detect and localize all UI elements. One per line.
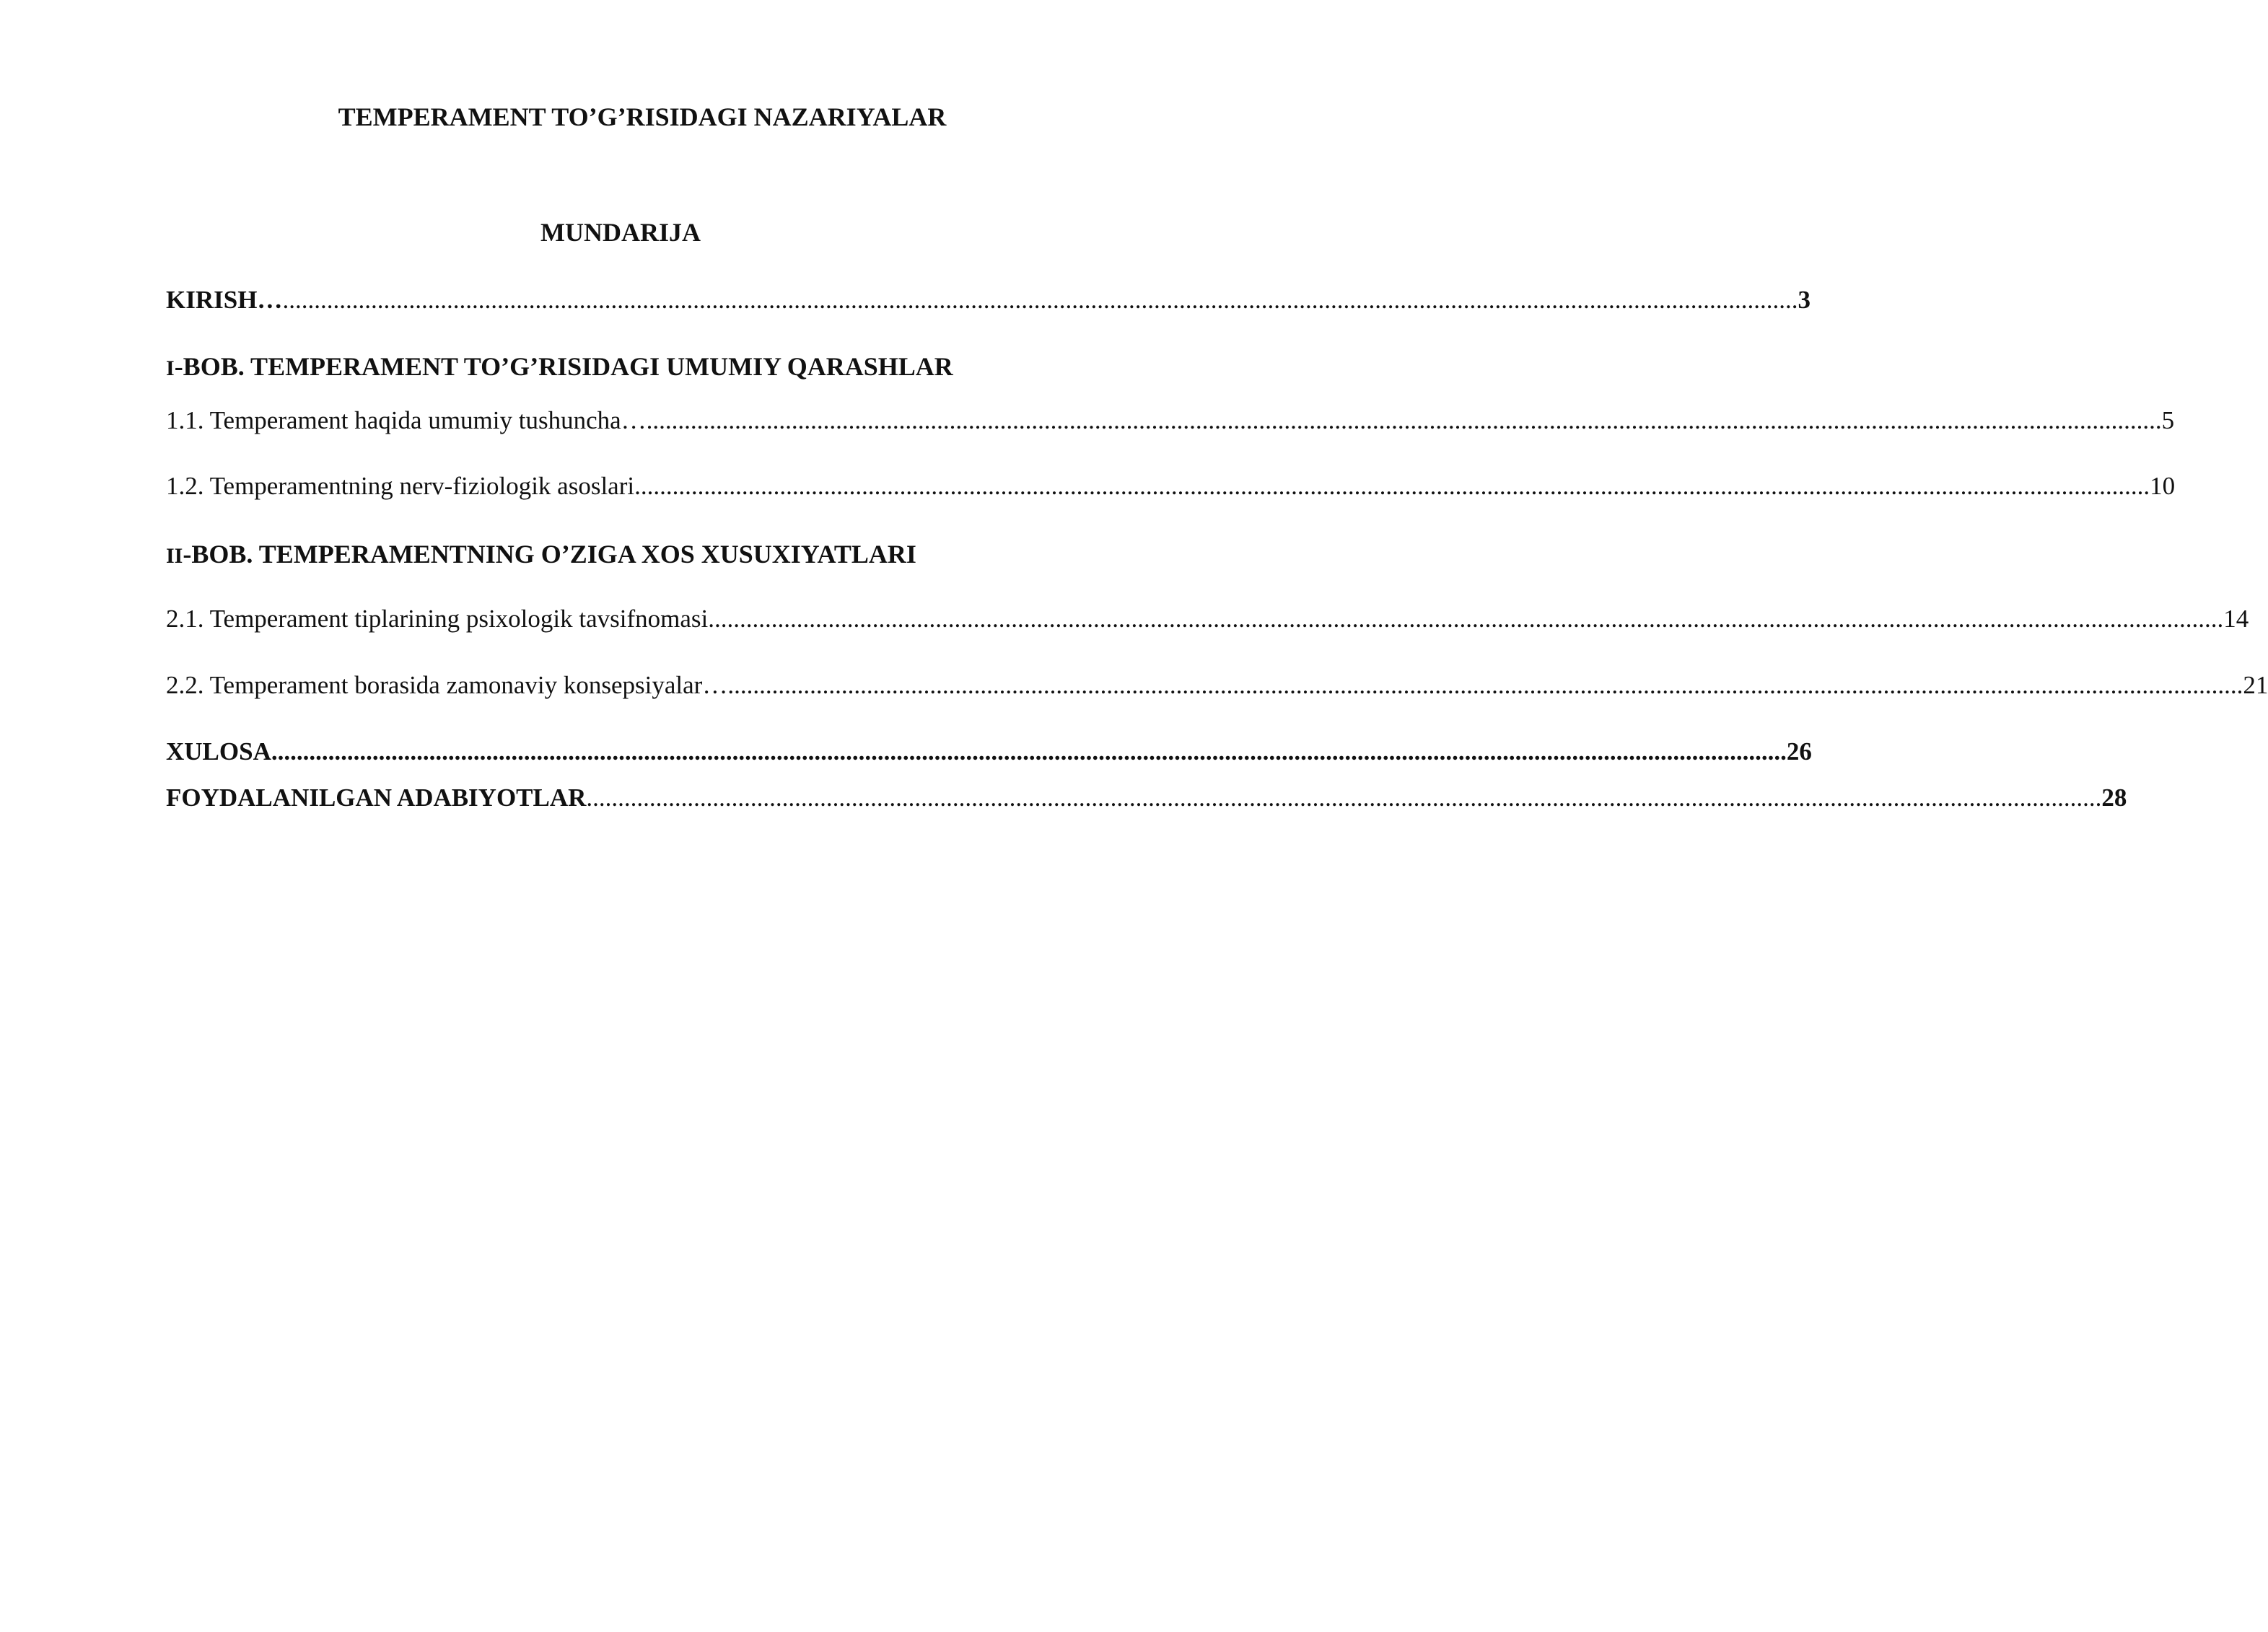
toc-entry-2-1[interactable] [166,602,2249,636]
chapter-title: -BOB. TEMPERAMENTNING O’ZIGA XOS XUSUXIYATLARI [183,540,916,569]
chapter-roman-numeral: I [166,356,175,380]
chapter-title: . TEMPERAMENT TO’G’RISIDAGI UMUMIY QARASHLAR [237,352,953,381]
toc-leader: ................................................................................................................................................................................................................................................ [708,605,2224,633]
toc-entry-1-1[interactable] [166,404,2175,437]
toc-leader: ................................................................................................................................................................................................................................................ [646,406,2162,434]
toc-heading: MUNDARIJA [540,218,701,247]
toc-chapter-2[interactable] [166,537,916,574]
toc-entry-label: FOYDALANILGAN ADABIYOTLAR [166,784,587,812]
toc-page-number: 21 [2243,671,2268,699]
toc-page-number: 3 [1798,286,1811,314]
toc-leader: ................................................................................................................................................................................................................................................ [271,737,1787,765]
chapter-label: -BOB [174,352,238,381]
toc-leader: ................................................................................................................................................................................................................................................ [586,784,2102,812]
toc-page-number: 5 [2161,406,2175,434]
toc-entry-label: 1.1. Temperament haqida umumiy tushuncha… [166,406,647,434]
toc-page-number: 14 [2223,605,2249,633]
toc-entry-kirish[interactable] [166,284,1811,317]
chapter-roman-numeral: II [166,544,183,568]
toc-leader: ................................................................................................................................................................................................................................................ [282,286,1798,314]
toc-leader: ................................................................................................................................................................................................................................................ [634,472,2150,500]
document-title: TEMPERAMENT TO’G’RISIDAGI NAZARIYALAR [338,102,947,131]
toc-page-number: 28 [2101,784,2127,812]
toc-entry-label: KIRISH… [166,286,283,314]
toc-entry-adabiyotlar[interactable] [166,781,2127,815]
toc-entry-xulosa[interactable] [166,735,1812,768]
toc-page-number: 26 [1786,737,1812,765]
toc-page-number: 10 [2150,472,2176,500]
toc-entry-label: 2.2. Temperament borasida zamonaviy konsepsiyalar… [166,671,728,699]
toc-entry-1-2[interactable] [166,470,2176,503]
toc-entry-label: XULOSA [166,737,271,765]
toc-chapter-1[interactable] [166,349,953,386]
toc-entry-label: 1.2. Temperamentning nerv-fiziologik asoslari [166,472,635,500]
toc-entry-label: 2.1. Temperament tiplarining psixologik tavsifnomasi [166,605,709,633]
toc-entry-2-2[interactable] [166,669,2268,702]
toc-leader: ................................................................................................................................................................................................................................................ [727,671,2243,699]
